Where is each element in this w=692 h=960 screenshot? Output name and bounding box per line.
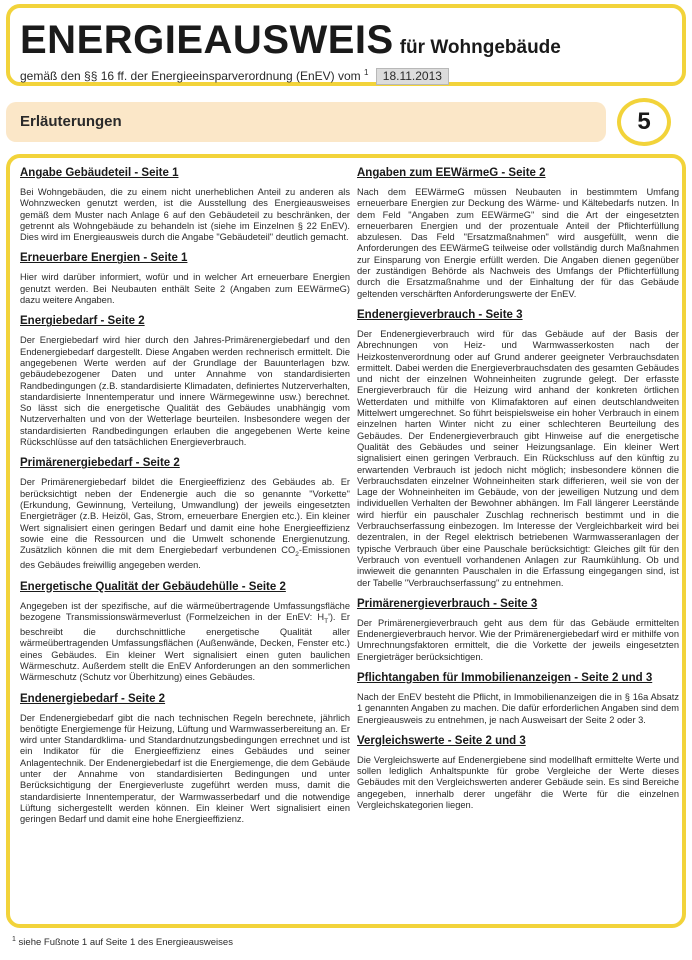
left-column [20,166,350,833]
header-box [6,4,686,86]
section-pflichtangaben [357,671,679,726]
heading-gebaeudehuelle: Energetische Qualität der Gebäudehülle - Seite 2 [20,580,286,593]
section-energiebedarf [20,314,350,448]
heading-eewaermeg: Angaben zum EEWärmeG - Seite 2 [357,167,546,179]
text-primaerenergiebedarf [20,477,350,571]
text-endenergiebedarf: Der Endenergiebedarf gibt die nach technischen Regeln berechnete, jährlich benötigte Energiemenge für Heizung, Lüftung und Warmwasserbereitung an. Er wird unter Standardklima- und Standardnutzungsbedingungen errechnet und ist ein Indikator für die Energieeffizienz eines Gebäudes und seiner Anlagentechnik. Der Endenergiebedarf ist die Energiemenge, die dem Gebäude unter der Annahme von standardisierten Bedingungen und unter Berücksichtigung der Energieverluste zugeführt werden muss, damit die standardisierte Innentemperatur, der Warmwasserbedarf und die notwendige Lüftung sichergestellt werden können. Ein kleiner Wert signalisiert einen geringen Bedarf und damit eine hohe Energieeffizienz. [20,712,350,825]
heading-energiebedarf: Energiebedarf - Seite 2 [20,315,145,328]
section-primaerenergieverbrauch [357,597,679,663]
text-endenergieverbrauch: Der Endenergieverbrauch wird für das Gebäude auf der Basis der Abrechnungen von Heiz- und Warmwasserkosten nach der Heizkostenverordnung oder auf Grund anderer geeigneter Verbrauchsdaten ermittelt. Dabei werden die Energieverbrauchsdaten des gesamten Gebäudes und nicht der einzelnen Wohneinheiten zugrunde gelegt. Der erfasste Energieverbrauch für die Heizung wird anhand der konkreten örtlichen Wetterdaten und mithilfe von Klimafaktoren auf einen deutschlandweiten Mittelwert umgerechnet. So führt beispielsweise ein hoher Verbrauch in einem einzelnen harten Winter nicht zu einer schlechteren Beurteilung des Gebäudes. Der Endenergieverbrauch gibt Hinweise auf die energetische Qualität des Gebäudes und seiner Heizungsanlage. Ein kleiner Wert signalisiert einen geringen Verbrauch. Ein Rückschluss auf den künftig zu erwartenden Verbrauch ist jedoch nicht möglich; insbesondere können die Verbrauchsdaten einzelner Wohneinheiten stark differieren, weil sie von der Lage der Wohneinheiten im Gebäude, von der jeweiligen Nutzung und dem individuellen Verhalten der Bewohner abhängen. Im Fall längerer Leerstände wird hierfür ein pauschaler Zuschlag rechnerisch bestimmt und in die Verbrauchserfassung einbezogen. Im Interesse der Vergleichbarkeit wird bei dezentralen, in der Regel elektrisch betriebenen Warmwasseranlagen der typische Verbrauch über eine Pauschale berücksichtigt: Gleiches gilt für den Verbrauch von eventuell vorhandenen Anlagen zur Raumkühlung. Ob und inwieweit die genannten Pauschalen in die Erfassung eingegangen sind, ist der Tabelle "Verbrauchserfassung" zu entnehmen. [357,328,679,588]
section-gebaeudehuelle [20,580,350,684]
section-vergleichswerte [357,734,679,811]
text-energiebedarf: Der Energiebedarf wird hier durch den Jahres-Primärenergiebedarf und den Endenergiebedarf dargestellt. Diese Angaben werden rechnerisch ermittelt. Die angegebenen Werte werden auf der Grundlage der Bauunterlagen bzw. gebäudebezogener Daten und unter Annahme von standardisierten Randbedingungen (z.B. standardisierte Klimadaten, definiertes Nutzerverhalten, standardisierte Innentemperatur und innere Wärmegewinne usw.) berechnet. So lässt sich die energetische Qualität des Gebäudes unabhängig vom Nutzerverhalten und von der Wetterlage beurteilen. Insbesondere wegen der standardisierten Randbedingungen erlauben die angegebenen Werte keine Rückschlüsse auf den tatsächlichen Energieverbrauch. [20,335,350,448]
footnote-mark: 1 [363,68,369,77]
footnote-text: siehe Fußnote 1 auf Seite 1 des Energieausweises [18,937,233,949]
footnote [12,936,233,948]
text-primaerenergiebedarf-part2: -Emissionen des Gebäudes freiwillig angegeben werden. [20,545,350,571]
section-band [6,102,606,142]
content-box [6,154,686,928]
document-subtitle: für Wohngebäude [399,37,561,58]
heading-erneuerbare-energien: Erneuerbare Energien - Seite 1 [20,252,188,265]
text-gebaeudehuelle [20,601,350,684]
issue-date: 18.11.2013 [376,68,449,85]
document-title: ENERGIEAUSWEIS [20,18,394,62]
heading-endenergieverbrauch: Endenergieverbrauch - Seite 3 [357,308,523,321]
text-gebaeudeteil: Bei Wohngebäuden, die zu einem nicht unerheblichen Anteil zu anderen als Wohnzwecken genutzt werden, ist die Ausstellung des Energieausweises gemäß dem Muster nach Anlage 6 auf den Gebäudeteil zu beschränken, der getrennt als Wohngebäude zu behandeln ist (siehe im Einzelnen § 22 EnEV). Dies wird im Energieausweis durch die Angabe "Gebäudeteil" deutlich gemacht. [20,187,350,243]
section-endenergieverbrauch [357,308,679,589]
text-gebaeudehuelle-part1: Angegeben ist der spezifische, auf die wärmeübertragende Umfassungsfläche bezogene Transmissionswärmeverlust (Formelzeichen in der EnEV: H [20,600,350,622]
right-column [357,166,679,819]
heading-pflichtangaben: Pflichtangaben für Immobilienanzeigen - Seite 2 und 3 [357,671,653,684]
text-primaerenergieverbrauch: Der Primärenergieverbrauch geht aus dem für das Gebäude ermittelten Endenergieverbrauch hervor. Wie der Primärenergiebedarf wird er mithilfe von Umrechnungsfaktoren ermittelt, die die Vorkette der jeweils eingesetzten Energieträger berücksichtigen. [357,617,679,662]
legal-basis-row [20,68,449,85]
title-row [20,18,561,62]
section-gebaeudeteil [20,166,350,243]
heading-vergleichswerte: Vergleichswerte - Seite 2 und 3 [357,734,526,747]
co2-subscript: 2 [295,550,299,558]
section-eewaermeg [357,166,679,300]
text-erneuerbare-energien: Hier wird darüber informiert, wofür und in welcher Art erneuerbare Energien genutzt werden. Bei Neubauten enthält Seite 2 (Angaben zum EEWärmeG) dazu weitere Angaben. [20,272,350,306]
heading-primaerenergiebedarf: Primärenergiebedarf - Seite 2 [20,457,180,470]
text-gebaeudehuelle-part2: '). Er beschreibt die durchschnittliche energetische Qualität aller wärmeübertragenden Umfassungsflächen (Außenwände, Decken, Fenster etc.) eines Gebäudes. Ein kleiner Wert signalisiert einen guten baulichen Wärmeschutz. Außerdem stellt die EnEV Anforderungen an den sommerlichen Wärmeschutz (Schutz vor Überhitzung) eines Gebäudes. [20,611,350,683]
section-title: Erläuterungen [20,113,122,130]
page-number-badge: 5 [617,98,671,146]
legal-basis-text: gemäß den §§ 16 ff. der Energieeinsparverordnung (EnEV) vom [20,69,361,83]
text-eewaermeg: Nach dem EEWärmeG müssen Neubauten in bestimmtem Umfang erneuerbare Energien zur Deckung des Wärme- und Kältebedarfs nutzen. In dem Feld "Angaben zum EEWärmeG" sind die Art der eingesetzten erneuerbaren Energien und der prozentuale Anteil der Pflichterfüllung abzulesen. Das Feld "Ersatzmaßnahmen" wird ausgefüllt, wenn die Anforderungen des EEWärmeG teilweise oder vollständig durch Maßnahmen zur Einsparung von Energie erfüllt werden. Die Angaben dienen gegenüber der zuständigen Behörde als Nachweis des Umfangs der Pflichterfüllung durch die Ersatzmaßnahme und der Einhaltung der für das Gebäude geltenden verschärften Anforderungswerte der EnEV. [357,187,679,299]
text-vergleichswerte: Die Vergleichswerte auf Endenergiebene sind modellhaft ermittelte Werte und sollen lediglich Anhaltspunkte für grobe Vergleiche der Werte dieses Gebäudes mit den Vergleichswerten anderer Gebäude sein. Es sind Bereiche angegeben, innerhalb derer ungefähr die Werte für die einzelnen Vergleichskategorien liegen. [357,754,679,811]
footnote-number: 1 [12,936,16,943]
section-primaerenergiebedarf [20,456,350,571]
section-erneuerbare-energien [20,251,350,306]
ht-subscript: T [324,617,329,625]
section-endenergiebedarf [20,692,350,826]
text-pflichtangaben: Nach der EnEV besteht die Pflicht, in Immobilienanzeigen die in § 16a Absatz 1 genannten Angaben zu machen. Die dafür erforderlichen Angaben sind dem Energieausweis zu entnehmen, je nach Ausweisart der Seite 2 oder 3. [357,691,679,725]
heading-primaerenergieverbrauch: Primärenergieverbrauch - Seite 3 [357,597,538,610]
heading-endenergiebedarf: Endenergiebedarf - Seite 2 [20,692,166,705]
text-primaerenergiebedarf-part1: Der Primärenergiebedarf bildet die Energieeffizienz des Gebäudes ab. Er berücksichtigt neben der Endenergie auch die so genannte "Vorkette" (Erkundung, Gewinnung, Verteilung, Umwandlung) der jeweils eingesetzten Energieträger (z.B. Heizöl, Gas, Strom, erneuerbare Energien etc.). Ein kleiner Wert signalisiert einen geringen Bedarf und damit eine hohe Energieeffizienz sowie eine die Ressourcen und die Umwelt schonende Energienutzung. Zusätzlich können die mit dem Energiebedarf verbundenen CO [20,477,350,556]
heading-gebaeudeteil: Angabe Gebäudeteil - Seite 1 [20,167,179,179]
